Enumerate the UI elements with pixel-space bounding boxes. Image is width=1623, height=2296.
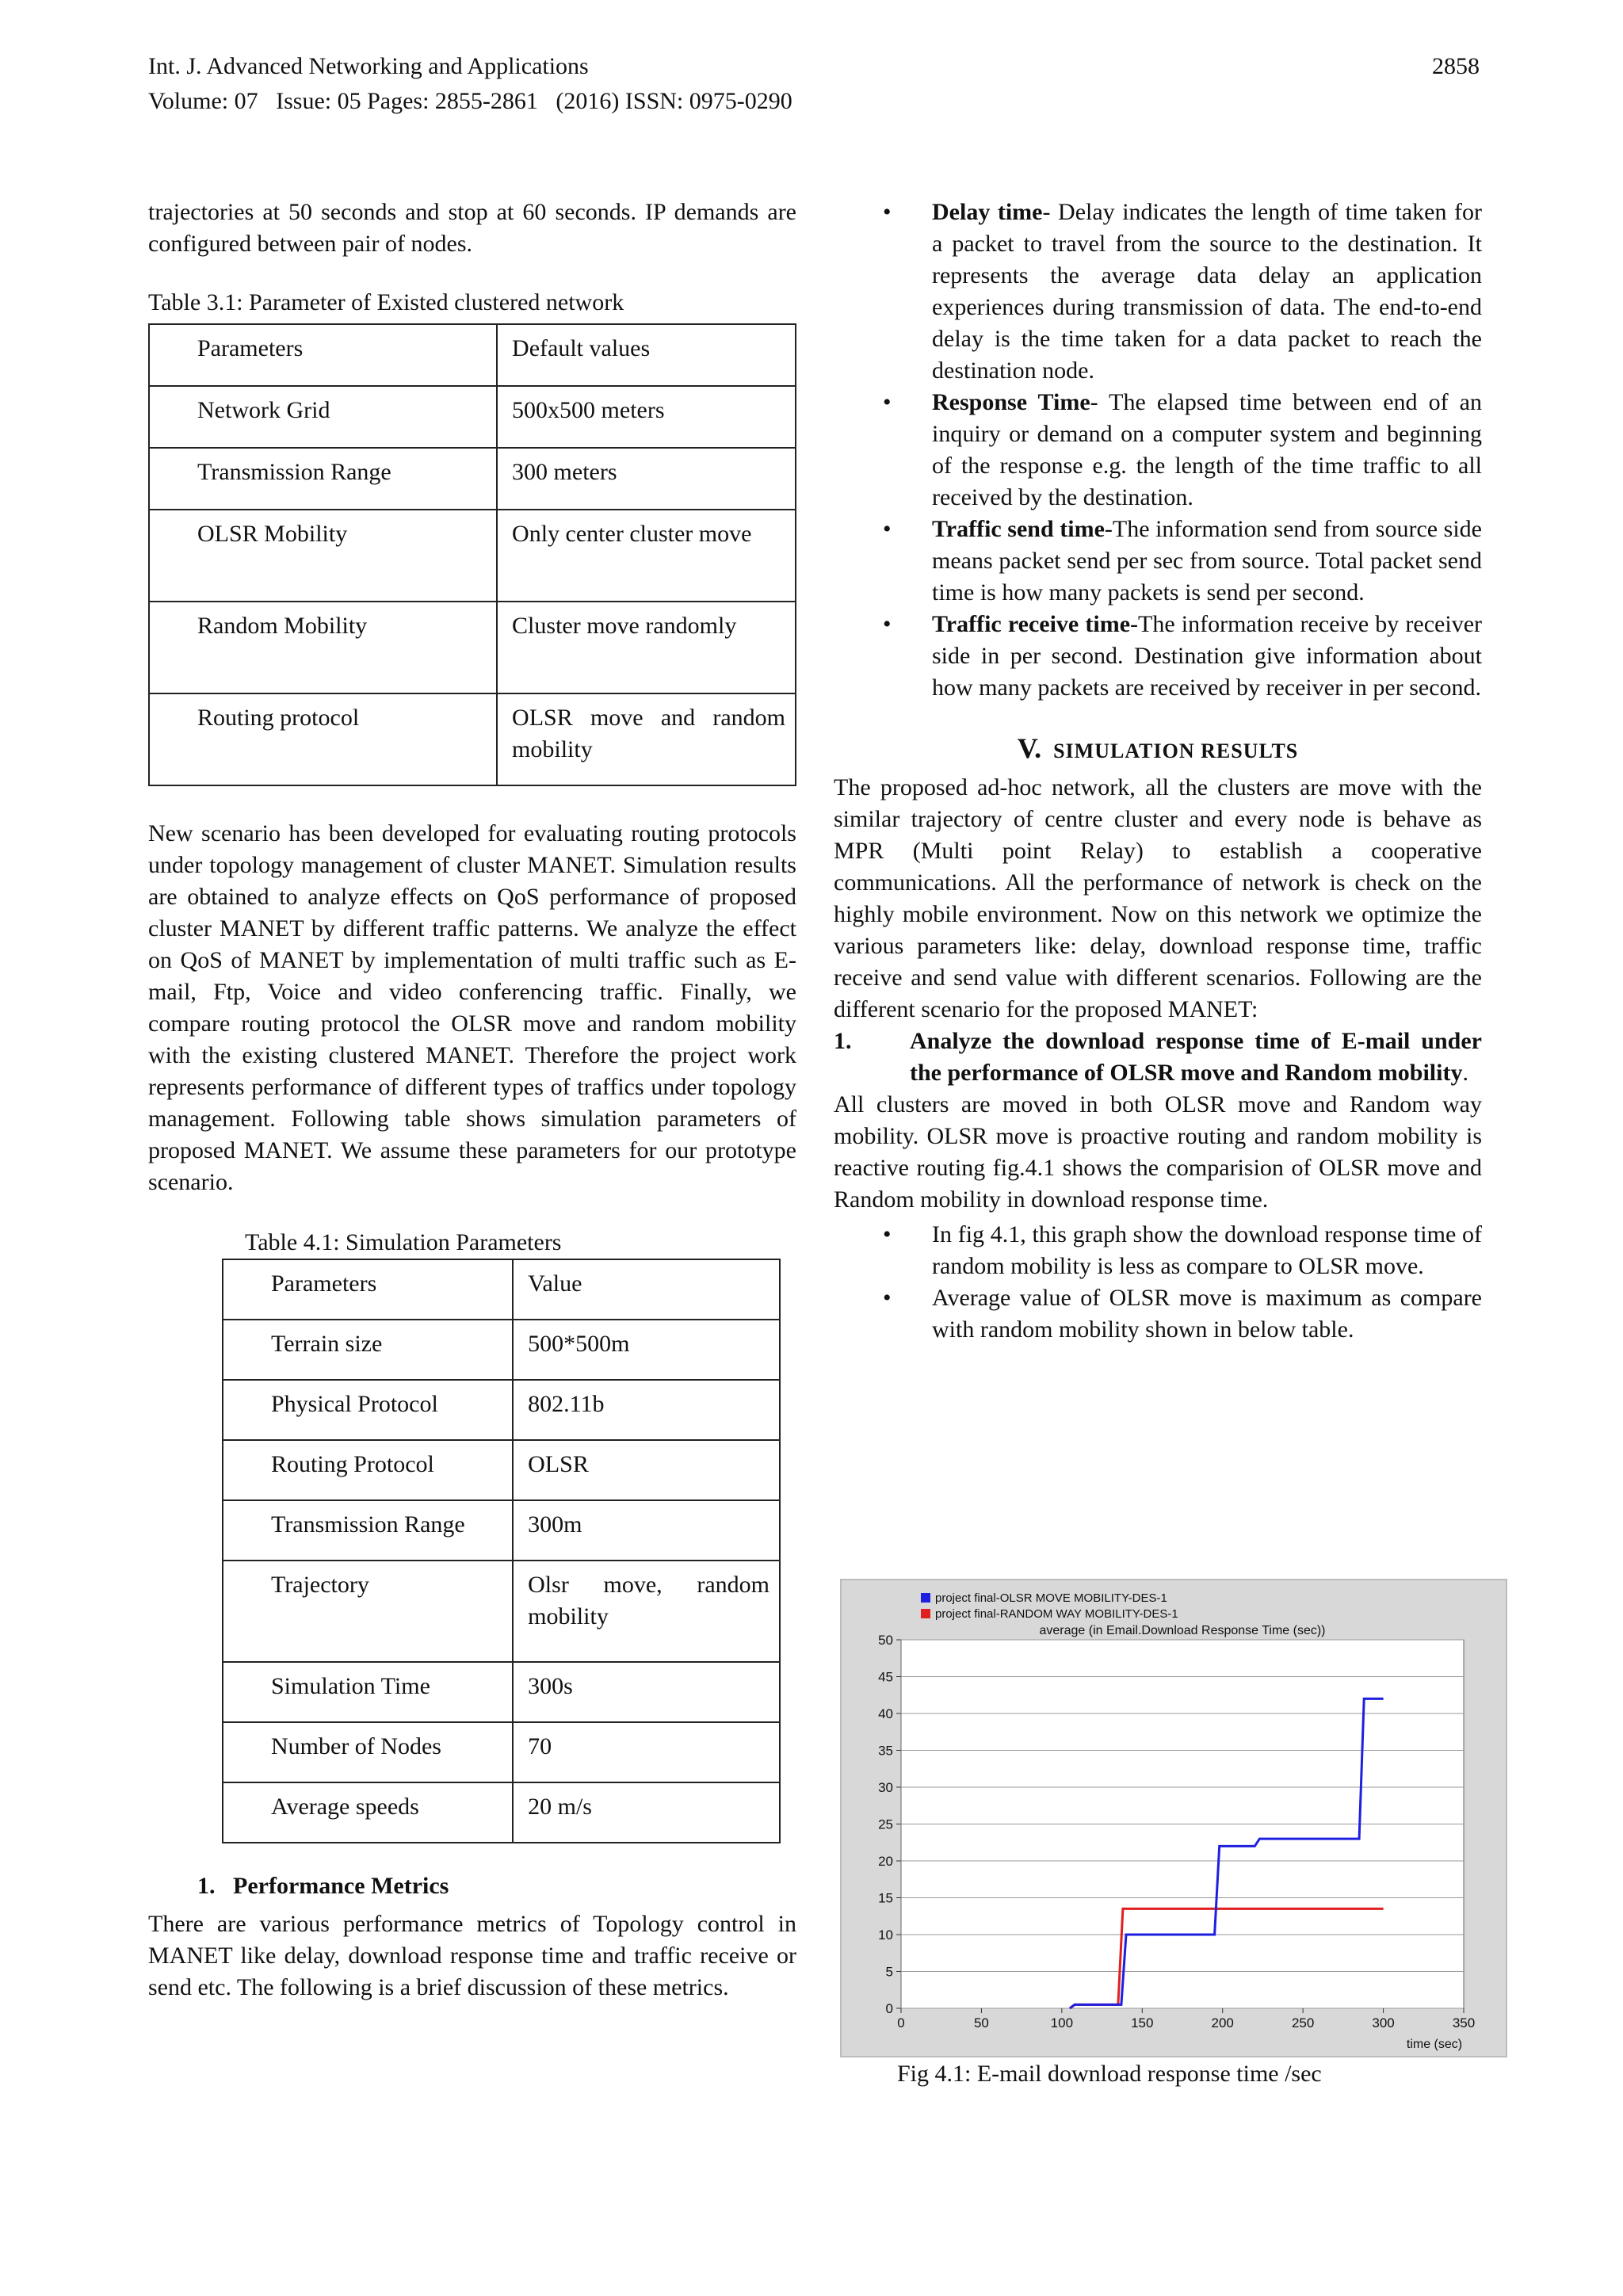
journal-title: Int. J. Advanced Networking and Applications (148, 53, 589, 79)
section-number: V. (1017, 732, 1042, 764)
metric-description: - Delay indicates the length of time taken for a packet to travel from the source to the destination. It represents the average data delay an application experiences during transmission of data. The end-to-end delay is the time taken for a data packet to reach the destination node. (932, 199, 1483, 384)
item-text: Analyze the download response time of E-mail under the performance of OLSR move and Random mobility (910, 1028, 1482, 1086)
table1-value-cell: OLSR move and random mobility (497, 693, 796, 785)
metric-description: -The information receive by receiver side in per second. Destination give information about how many packets are received by receiver in per second. (932, 611, 1482, 701)
x-tick-label: 300 (1372, 2015, 1395, 2030)
legend-swatch (921, 1593, 930, 1603)
table2-param-cell: Physical Protocol (223, 1380, 513, 1440)
metric-bullet (834, 387, 1482, 514)
table2-param-cell: Parameters (223, 1259, 513, 1320)
y-tick-label: 35 (878, 1743, 893, 1759)
table1-param-cell: Transmission Range (149, 448, 497, 510)
table1-row (149, 386, 796, 448)
table2-value-cell: 20 m/s (513, 1782, 780, 1843)
table2-param-cell: Transmission Range (223, 1500, 513, 1561)
table1-row (149, 448, 796, 510)
figure-bullet-list (834, 1219, 1482, 1346)
metric-bullet-list (834, 197, 1482, 704)
table2-param-cell: Routing Protocol (223, 1440, 513, 1500)
y-tick-label: 50 (878, 1633, 893, 1648)
table2-value-cell: 70 (513, 1722, 780, 1782)
x-axis-label: time (sec) (1406, 2038, 1463, 2051)
item-number: 1. (834, 1028, 852, 1054)
item-period: . (1462, 1060, 1468, 1086)
y-tick-label: 20 (878, 1854, 893, 1869)
legend-label: project final-RANDOM WAY MOBILITY-DES-1 (935, 1607, 1178, 1621)
table2-row (223, 1662, 780, 1722)
table1-row (149, 324, 796, 386)
y-tick-label: 5 (885, 1964, 893, 1980)
x-tick-label: 250 (1291, 2015, 1315, 2030)
table1-row (149, 602, 796, 693)
metric-term: Delay time (932, 199, 1043, 225)
table2-value-cell: 500*500m (513, 1320, 780, 1380)
metric-term: Traffic receive time (932, 611, 1131, 637)
metric-bullet (834, 514, 1482, 609)
table-simulation-parameters (222, 1259, 781, 1843)
table1-value-cell: Only center cluster move (497, 510, 796, 602)
table2-row (223, 1320, 780, 1380)
table2-value-cell: OLSR (513, 1440, 780, 1500)
table1-value-cell: 300 meters (497, 448, 796, 510)
table2-param-cell: Simulation Time (223, 1662, 513, 1722)
performance-metrics-text: There are various performance metrics of Topology control in MANET like delay, download response time and traffic receive or send etc. The following is a brief discussion of these metrics. (148, 1911, 796, 2000)
x-tick-label: 50 (973, 2015, 989, 2030)
chart-title: average (in Email.Download Response Time (sec)) (1039, 1624, 1326, 1637)
x-tick-label: 200 (1211, 2015, 1234, 2030)
figure-bullet: • In fig 4.1, this graph show the download response time of random mobility is less as compare to OLSR move. (834, 1219, 1482, 1282)
legend-label: project final-OLSR MOVE MOBILITY-DES-1 (935, 1591, 1167, 1605)
table2-param-cell: Average speeds (223, 1782, 513, 1843)
x-tick-label: 100 (1050, 2015, 1074, 2030)
simulation-paragraph: The proposed ad-hoc network, all the clusters are move with the similar trajectory of centre cluster and every node is behave as MPR (Multi point Relay) to establish a cooperative communications. All the performance of network is check on the highly mobile environment. Now on this network we optimize the various parameters like: delay, download response time, traffic receive and send value with different scenarios. Following are the different scenario for the proposed MANET: (834, 774, 1482, 1022)
x-tick-label: 0 (897, 2015, 905, 2030)
table1-row (149, 693, 796, 785)
metric-description: -The information send from source side means packet send per sec from source. Total packet send time is how many packets is send per second. (932, 516, 1482, 606)
table1-value-cell: Default values (497, 324, 796, 386)
table1-param-cell: Parameters (149, 324, 497, 386)
section-heading (834, 732, 1482, 767)
table1-row (149, 510, 796, 602)
table2-value-cell: Olsr move, random mobility (513, 1561, 780, 1662)
table2-value-cell: 300m (513, 1500, 780, 1561)
figure-bullet: • Average value of OLSR move is maximum as compare with random mobility shown in below table. (834, 1282, 1482, 1346)
heading-text: Performance Metrics (233, 1873, 449, 1899)
scenario-item-1 (834, 1026, 1482, 1089)
table2-value-cell: 802.11b (513, 1380, 780, 1440)
y-tick-label: 25 (878, 1817, 893, 1832)
metric-bullet (834, 609, 1482, 704)
table2-row (223, 1259, 780, 1320)
table1-param-cell: Random Mobility (149, 602, 497, 693)
scenario-paragraph: New scenario has been developed for evaluating routing protocols under topology management of cluster MANET. Simulation results are obtained to analyze effects on QoS performance of proposed cluster MANET by different traffic patterns. We analyze the effect on QoS of MANET by implementation of multi traffic such as E-mail, Ftp, Voice and video conferencing traffic. Finally, we compare routing protocol the OLSR move and random mobility with the existing clustered MANET. Therefore the project work represents performance of different types of traffics under topology management. Following table shows simulation parameters of proposed MANET. We assume these parameters for our prototype scenario. (148, 820, 796, 1195)
metric-term: Traffic send time (932, 516, 1105, 542)
figure-4-1-chart (840, 1579, 1507, 2057)
left-column (148, 197, 796, 2004)
y-tick-label: 45 (878, 1669, 893, 1685)
table2-row (223, 1561, 780, 1662)
page-header (148, 49, 1480, 119)
table2-param-cell: Terrain size (223, 1320, 513, 1380)
chart-svg (842, 1580, 1506, 2056)
table1-param-cell: Network Grid (149, 386, 497, 448)
table2-row (223, 1380, 780, 1440)
table2-row (223, 1500, 780, 1561)
metric-description: - The elapsed time between end of an inquiry or demand on a computer system and beginning of the response e.g. the length of the time traffic to all received by the destination. (932, 389, 1482, 510)
table2-value-cell: 300s (513, 1662, 780, 1722)
y-tick-label: 10 (878, 1927, 893, 1943)
heading-number: 1. (197, 1873, 216, 1899)
table1-param-cell: OLSR Mobility (149, 510, 497, 602)
table1-value-cell: Cluster move randomly (497, 602, 796, 693)
intro-paragraph: trajectories at 50 seconds and stop at 60 seconds. IP demands are configured between pair of nodes. (148, 199, 796, 257)
y-tick-label: 0 (885, 2001, 893, 2016)
page-number: 2858 (1432, 53, 1480, 79)
y-tick-label: 30 (878, 1780, 893, 1795)
figure-caption: Fig 4.1: E-mail download response time /sec (897, 2061, 1322, 2087)
table2-caption: Table 4.1: Simulation Parameters (245, 1229, 562, 1255)
x-tick-label: 350 (1452, 2015, 1476, 2030)
y-tick-label: 40 (878, 1706, 893, 1721)
table2-row (223, 1440, 780, 1500)
metric-term: Response Time (932, 389, 1090, 415)
y-tick-label: 15 (878, 1890, 893, 1906)
table2-row (223, 1722, 780, 1782)
scenario-item-paragraph: All clusters are moved in both OLSR move and Random way mobility. OLSR move is proactive routing and random mobility is reactive routing fig.4.1 shows the comparision of OLSR move and Random mobility in download response time. (834, 1091, 1482, 1213)
table2-param-cell: Number of Nodes (223, 1722, 513, 1782)
legend-swatch (921, 1609, 930, 1618)
table1-param-cell: Routing protocol (149, 693, 497, 785)
table2-row (223, 1782, 780, 1843)
table-existed-network (148, 323, 796, 786)
table1-value-cell: 500x500 meters (497, 386, 796, 448)
metric-bullet (834, 197, 1482, 387)
table1-caption: Table 3.1: Parameter of Existed clustered network (148, 289, 624, 315)
volume-line: Volume: 07 Issue: 05 Pages: 2855-2861 (2016) ISSN: 0975-0290 (148, 88, 792, 114)
section-title: SIMULATION RESULTS (1053, 739, 1299, 762)
table2-param-cell: Trajectory (223, 1561, 513, 1662)
right-column (834, 197, 1482, 1346)
table2-value-cell: Value (513, 1259, 780, 1320)
x-tick-label: 150 (1131, 2015, 1154, 2030)
performance-metrics-heading (148, 1870, 796, 1902)
